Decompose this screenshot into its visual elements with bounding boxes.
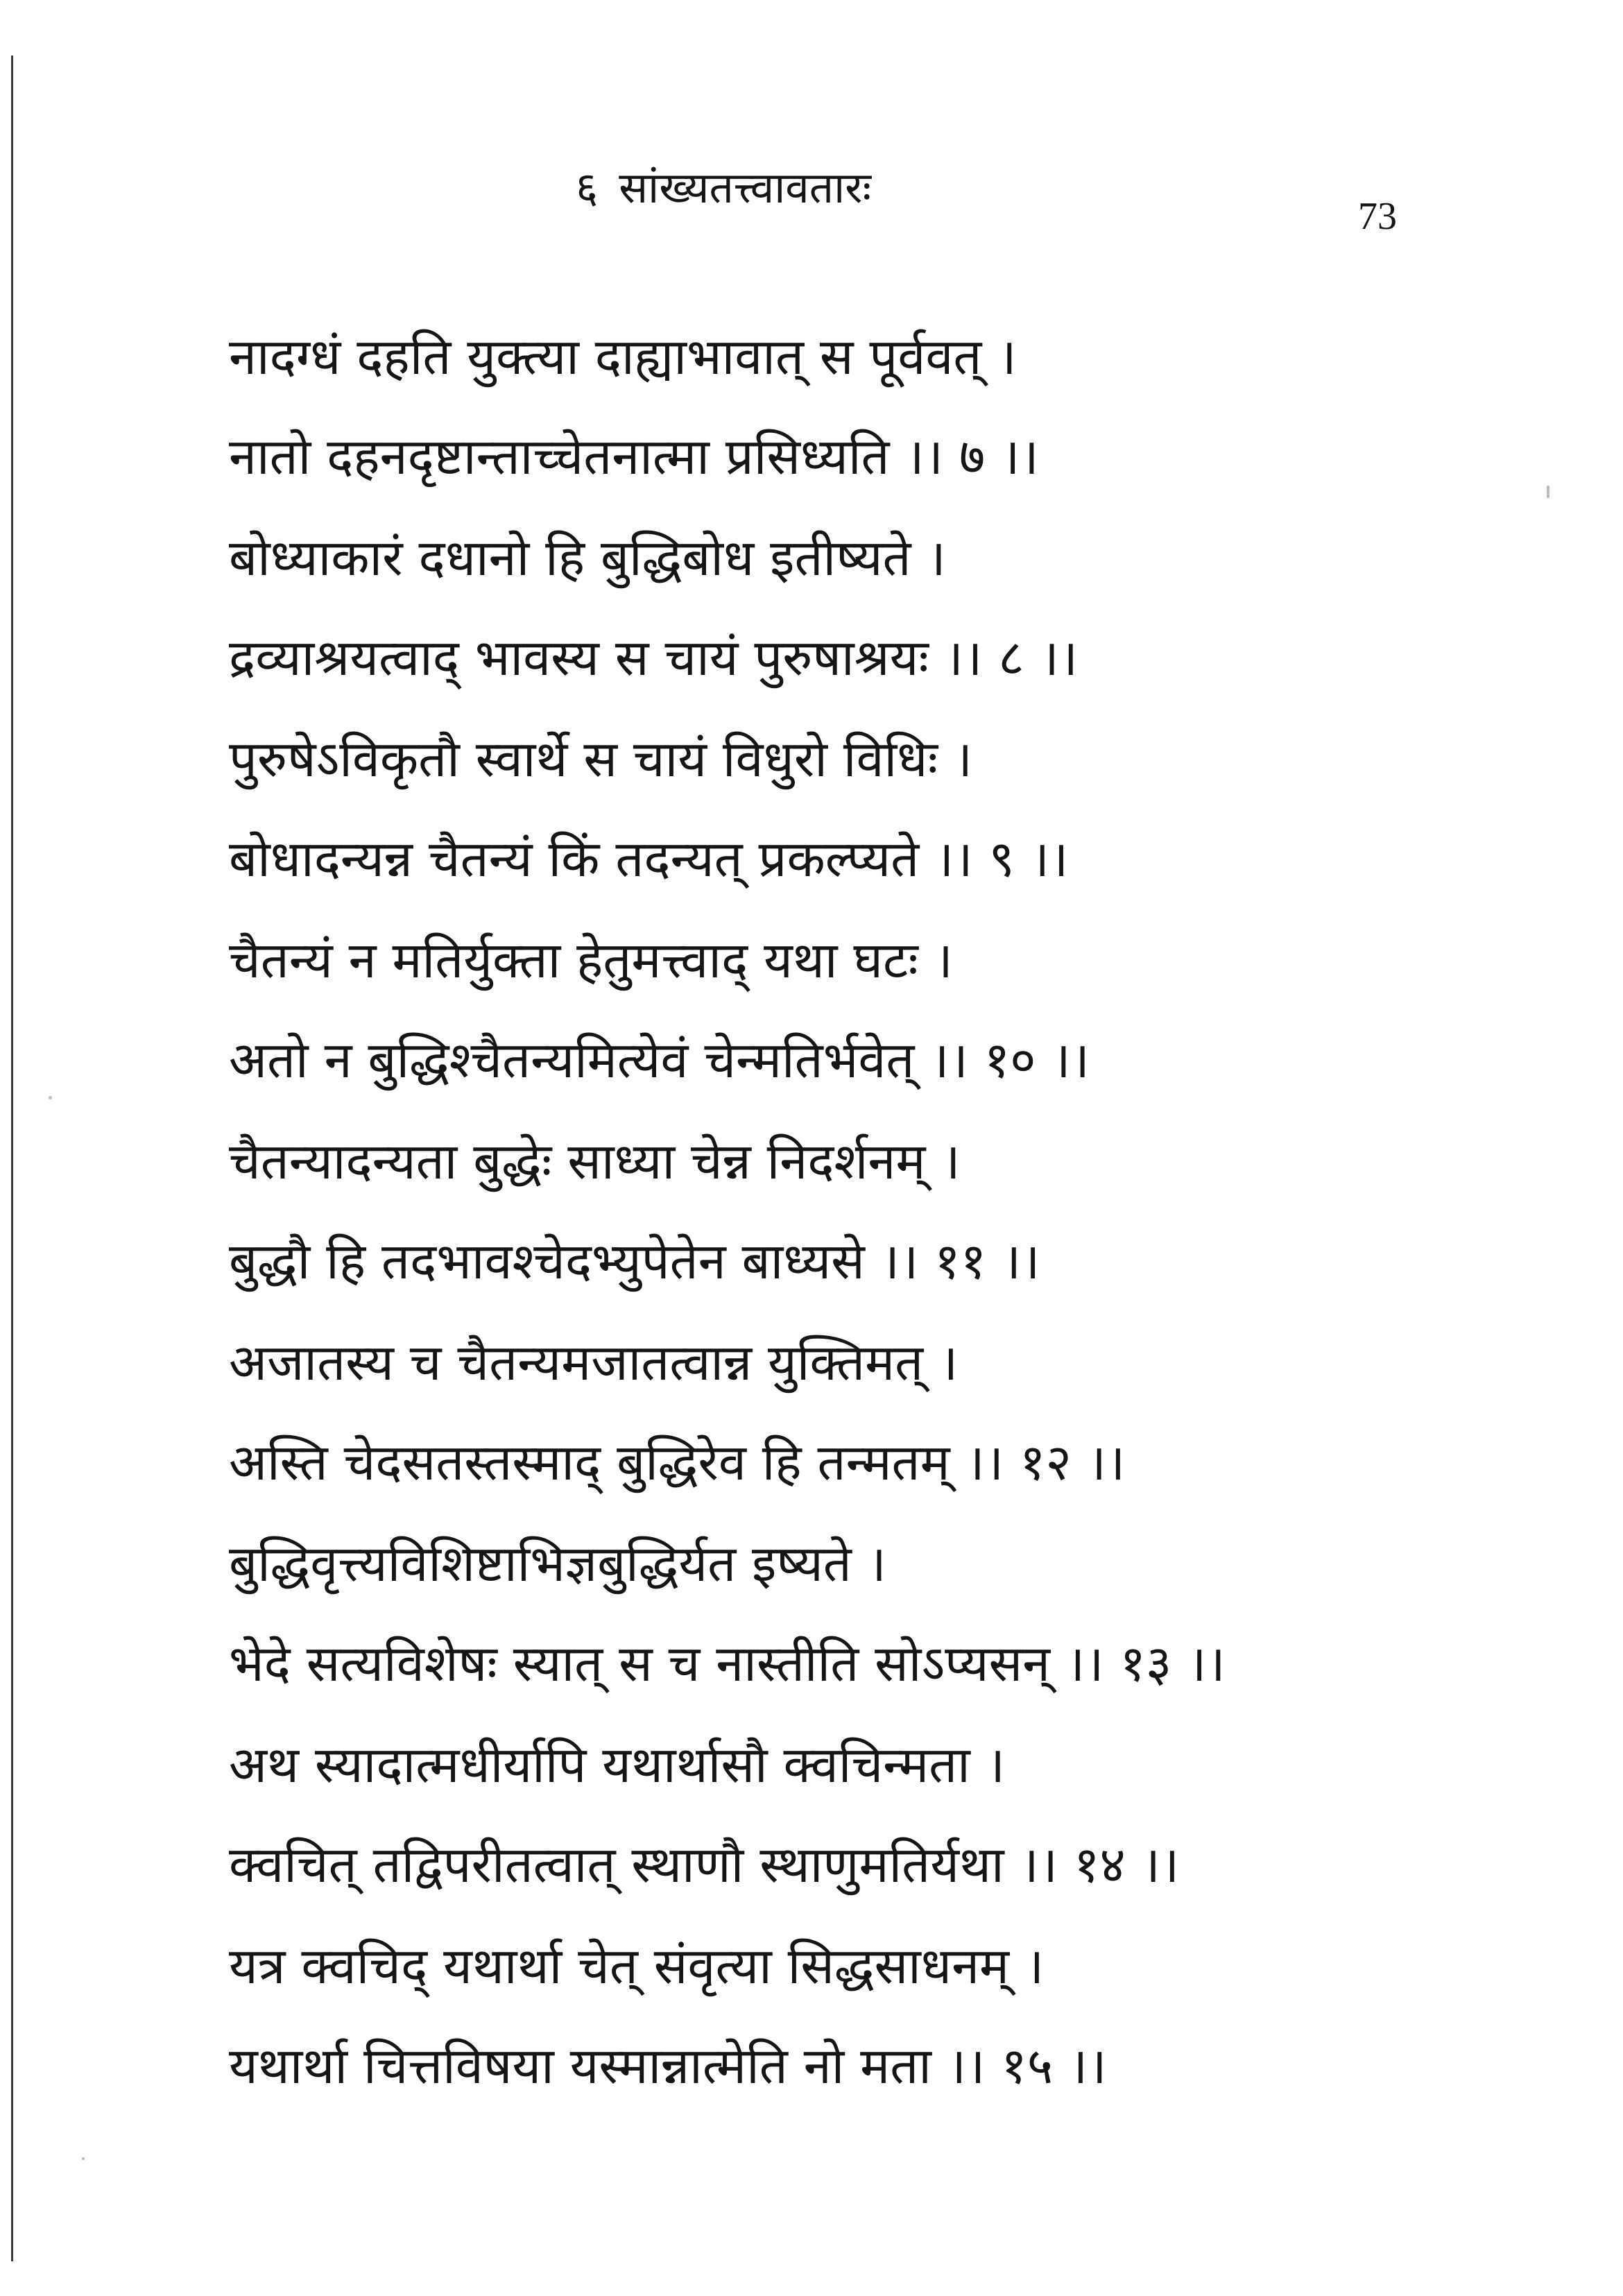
verse-14-line-2: क्वचित् तद्विपरीतत्वात् स्थाणौ स्थाणुमतिर्यथा ।। १४ ।।	[229, 1835, 1180, 1894]
scan-speck	[49, 1096, 52, 1099]
verse-10-line-1: चैतन्यं न मतिर्युक्ता हेतुमत्त्वाद् यथा घटः ।	[229, 931, 953, 989]
verse-13-line-1: बुद्धिवृत्त्यविशिष्टाभिज्ञबुद्धिर्यत इष्यते ।	[229, 1534, 886, 1593]
verse-7-line-1: नादग्धं दहति युक्त्या दाह्याभावात् स पूर्ववत् ।	[229, 327, 1017, 386]
chapter-number: ६	[576, 162, 599, 213]
verse-9-line-2: बोधादन्यन्न चैतन्यं किं तदन्यत् प्रकल्प्यते ।। ९ ।।	[229, 830, 1069, 888]
verse-15-line-2: यथार्था चित्तविषया यस्मान्नात्मेति नो मता ।। १५ ।।	[229, 2037, 1107, 2095]
verse-11-line-1: चैतन्यादन्यता बुद्धेः साध्या चेन्न निदर्शनम् ।	[229, 1132, 961, 1190]
verse-list	[229, 0, 1443, 2296]
verse-10-line-2: अतो न बुद्धिश्चैतन्यमित्येवं चेन्मतिर्भवेत् ।। १० ।।	[229, 1031, 1090, 1089]
verse-12-line-1: अजातस्य च चैतन्यमजातत्वान्न युक्तिमत् ।	[229, 1333, 959, 1391]
verse-12-line-2: अस्ति चेदसतस्तस्माद् बुद्धिरेव हि तन्मतम् ।। १२ ।।	[229, 1433, 1126, 1491]
verse-11-line-2: बुद्धौ हि तदभावश्चेदभ्युपेतेन बाध्यसे ।। ११ ।।	[229, 1232, 1040, 1290]
scan-speck	[1547, 486, 1549, 498]
verse-8-line-1: बोध्याकारं दधानो हि बुद्धिबोध इतीष्यते ।	[229, 529, 946, 587]
verse-8-line-2: द्रव्याश्रयत्वाद् भावस्य स चायं पुरुषाश्रयः ।। ८ ।।	[229, 628, 1079, 687]
verse-13-line-2: भेदे सत्यविशेषः स्यात् स च नास्तीति सोऽप्यसन् ।। १३ ।।	[229, 1634, 1226, 1693]
verse-15-line-1: यत्र क्वचिद् यथार्था चेत् संवृत्या सिद्धसाधनम् ।	[229, 1937, 1045, 1995]
page-binding-edge	[11, 55, 13, 2261]
scan-speck	[82, 2157, 85, 2160]
verse-7-line-2: नातो दहनदृष्टान्ताच्चेतनात्मा प्रसिध्यति ।। ७ ।।	[229, 427, 1039, 486]
chapter-title: सांख्यतत्त्वावतारः	[619, 162, 872, 213]
page-number: 73	[1358, 195, 1397, 238]
verse-9-line-1: पुरुषेऽविकृतौ स्वार्थे स चायं विधुरो विधिः ।	[229, 730, 973, 788]
verse-14-line-1: अथ स्यादात्मधीर्यापि यथार्थासौ क्वचिन्मता ।	[229, 1736, 1005, 1794]
